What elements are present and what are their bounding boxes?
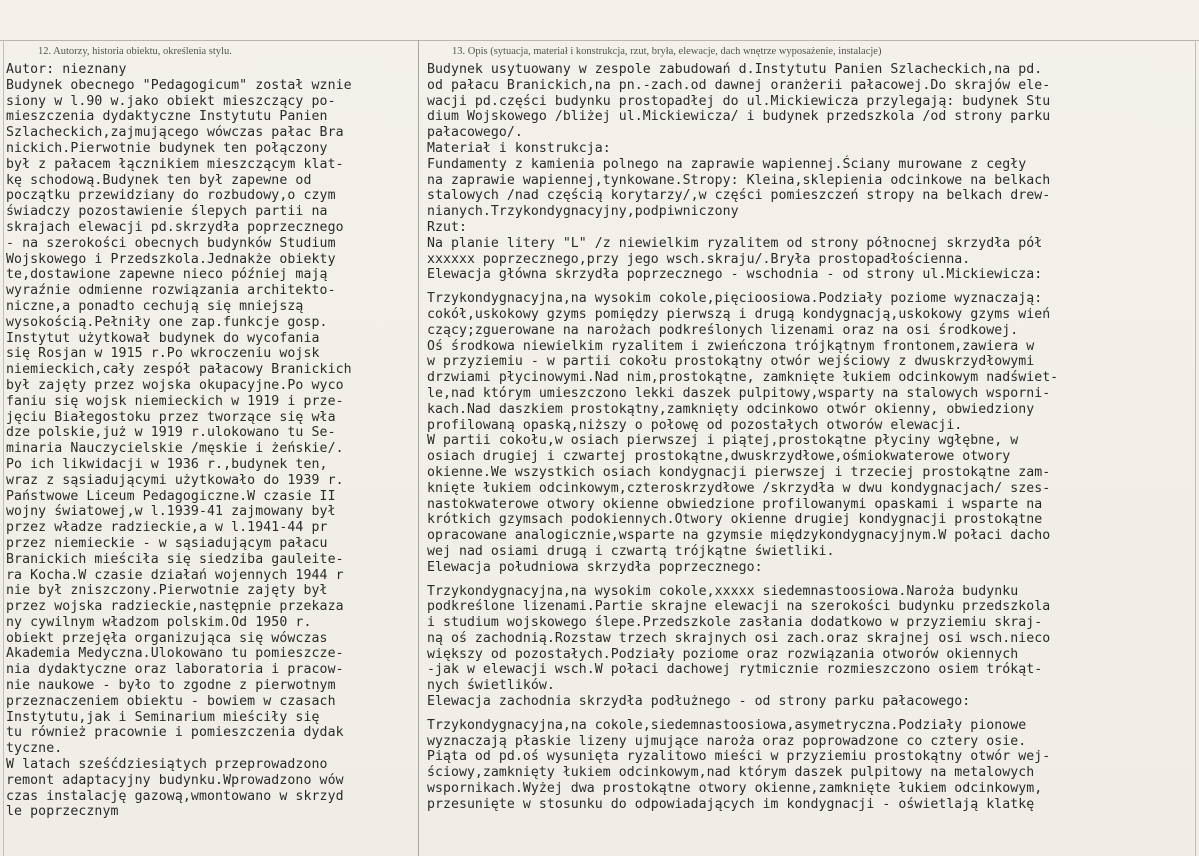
column-divider: [418, 40, 419, 856]
text-line: osiach drugiej i czwartej prostokątne,dwuskrzydłowe,ośmiokwaterowe otwory: [427, 449, 1011, 465]
text-line: siony w l.90 w.jako obiekt mieszczący po-: [6, 93, 336, 109]
text-line: stalowych /nad częścią korytarzy/,w części pomieszczeń stropy na belkach drew-: [427, 188, 1051, 204]
section-13-heading: 13. Opis (sytuacja, materiał i konstrukcja, rzut, bryła, elewacje, dach wnętrze wyposażenie, instalacje): [452, 46, 882, 57]
text-line: knięte łukiem odcinkowym,czteroskrzydłowe /skrzydła w dwu kondygnacjach/ szes-: [427, 480, 1051, 496]
text-line: Szlacheckich,zajmującego wówczas pałac Bra: [6, 125, 344, 141]
text-line: na zaprawie wapiennej,tynkowane.Stropy: Kleina,sklepienia odcinkowe na belkach: [427, 172, 1051, 188]
text-line: przeznaczeniem obiektu - bowiem w czasach: [6, 693, 336, 709]
text-line: W latach sześćdziesiątych przeprowadzono: [6, 757, 328, 773]
paragraph-gap: [427, 576, 1195, 584]
text-line: - na szerokości obecnych budynków Studium: [6, 235, 336, 251]
text-line: Autor: nieznany: [6, 62, 127, 77]
text-line: pałacowego/.: [427, 125, 523, 141]
section-12-heading: 12. Autorzy, historia obiektu, określenia stylu.: [38, 46, 232, 57]
text-line: nych świetlików.: [427, 678, 555, 694]
text-line: ną oś zachodnią.Rozstaw trzech skrajnych osi zach.oraz skrajnej osi wsch.nieco: [427, 630, 1051, 646]
text-line: wraz z sąsiadującymi użytkowało do 1939 r.: [6, 472, 344, 488]
text-line: -jak w elewacji wsch.W połaci dachowej rytmicznie rozmieszczono osiem trókąt-: [427, 662, 1043, 678]
top-rule: [0, 40, 1199, 41]
text-line: wspornikach.Wyżej dwa prostokątne otwory okienne,zamknięte łukiem odcinkowym,: [427, 781, 1043, 797]
text-line: czący;zguerowane na narożach podkreślonych lizenami oraz na osi środkowej.: [427, 322, 1019, 338]
text-line: przesunięte w stosunku do odpowiadających im kondygnacji - oświetlają klatkę: [427, 796, 1035, 812]
text-line: remont adaptacyjny budynku.Wprowadzono wów: [6, 772, 344, 788]
text-line: obiekt przejęła organizująca się wówczas: [6, 630, 328, 646]
paragraph-gap: [427, 283, 1195, 291]
text-line: początku przewidziany do rozbudowy,o czym: [6, 188, 336, 204]
text-line: wojny światowej,w l.1939-41 zajmowany był: [6, 504, 336, 520]
text-line: wyznaczają płaskie lizeny ujmujące naroża oraz poprowadzone co cztery osie.: [427, 733, 1027, 749]
text-line: nickich.Pierwotnie budynek ten połączony: [6, 140, 328, 156]
text-line: drzwiami płycinowymi.Nad nim,prostokątne, zamknięte łukiem odcinkowym nadświet-: [427, 370, 1059, 386]
text-line: niemieckich,cały zespół pałacowy Branickich: [6, 362, 352, 378]
text-line: ny cywilnym władzom polskim.Od 1950 r.: [6, 614, 312, 630]
text-line: przez niemieckie - w sąsiadującym pałacu: [6, 535, 328, 551]
text-line: opracowane analogicznie,wsparte na gzymsie międzykondygnacyjnym.W połaci dacho: [427, 528, 1051, 544]
text-line: dze polskie,już w 1919 r.ulokowano tu Se-: [6, 425, 336, 441]
text-line: i studium wojskowego ślepe.Przedszkole zasłania dodatkowo w przyziemiu skraj-: [427, 615, 1043, 631]
text-line: le,nad którym umieszczono lekki daszek pulpitowy,wsparty na stalowych wsporni-: [427, 385, 1051, 401]
text-line: Budynek usytuowany w zespole zabudowań d.Instytutu Panien Szlacheckich,na pd.: [427, 62, 1043, 77]
text-line: nia dydaktyczne oraz laboratoria i pracow-: [6, 662, 344, 678]
text-line: tu również pracownie i pomieszczenia dydak: [6, 725, 344, 741]
text-line: profilowaną opaską,niższy o połowę od pozostałych otworów elewacji.: [427, 417, 963, 433]
text-line: xxxxxx poprzecznego,przy jego wsch.skraju/.Bryła prostopadłościenna.: [427, 251, 971, 267]
text-line: Instytutu,jak i Seminarium mieściły się: [6, 709, 320, 725]
text-line: minaria Nauczycielskie /męskie i żeńskie/.: [6, 441, 344, 457]
text-line: Branickich mieściła się siedziba gauleite-: [6, 551, 344, 567]
description-column: [427, 62, 1195, 852]
text-line: się Rosjan w 1915 r.Po wkroczeniu wojsk: [6, 346, 320, 362]
left-border: [3, 40, 4, 856]
text-line: Wojskowego i Przedszkola.Jednakże obiekty: [6, 251, 336, 267]
text-line: Trzykondygnacyjna,na cokole,siedemnastoosiowa,asymetryczna.Podziały pionowe: [427, 717, 1027, 733]
text-line: cokół,uskokowy gzyms pomiędzy pierwszą i drugą kondygnacją,uskokowy gzyms wień: [427, 306, 1051, 322]
text-line: Elewacja zachodnia skrzydła podłużnego - od strony parku pałacowego:: [427, 694, 971, 710]
text-line: jęciu Białegostoku przez tworzące się wła: [6, 409, 336, 425]
text-line: skrajach elewacji pd.skrzydła poprzecznego: [6, 219, 344, 235]
text-line: większy od pozostałych.Podziały poziome oraz rozwiązania otworów okiennych: [427, 646, 1019, 662]
text-line: dium Wojskowego /bliżej ul.Mickiewicza/ i budynek przedszkola /od strony parku: [427, 109, 1051, 125]
text-line: Oś środkowa niewielkim ryzalitem i zwieńczona trójkątnym frontonem,zawiera w: [427, 338, 1035, 354]
text-line: faniu się wojsk niemieckich w 1919 i prze-: [6, 393, 344, 409]
text-line: nastokwaterowe otwory okienne obwiedzione profilowanymi opaskami i wsparte na: [427, 496, 1043, 512]
text-line: Budynek obecnego "Pedagogicum" został wznie: [6, 77, 352, 93]
text-line: tyczne.: [6, 741, 63, 757]
text-line: okienne.We wszystkich osiach kondygnacji pierwszej i trzeciej prostokątne zam-: [427, 464, 1051, 480]
text-line: wyraźnie odmienne rozwiązania architekto-: [6, 283, 336, 299]
text-line: Państwowe Liceum Pedagogiczne.W czasie II: [6, 488, 336, 504]
paragraph-gap: [427, 710, 1195, 718]
text-line: był z pałacem łącznikiem mieszczącym klat-: [6, 156, 344, 172]
text-line: nie naukowe - było to zgodne z pierwotnym: [6, 678, 336, 694]
text-line: te,dostawione zapewne nieco później mają: [6, 267, 328, 283]
text-line: podkreślone lizenami.Partie skrajne elewacji na szerokości budynku przedszkola: [427, 599, 1051, 615]
text-line: nie był zniszczony.Pierwotnie zajęty był: [6, 583, 328, 599]
text-line: Elewacja południowa skrzydła poprzecznego:: [427, 559, 763, 575]
text-line: Piąta od pd.oś wysunięta ryzalitowo mieści w przyziemiu prostokątny otwór wej-: [427, 749, 1051, 765]
text-line: czas instalację gazową,wmontowano w skrzyd: [6, 788, 344, 804]
text-line: Trzykondygnacyjna,na wysokim cokole,pięcioosiowa.Podziały poziome wyznaczają:: [427, 291, 1043, 307]
text-line: był zajęty przez wojska okupacyjne.Po wyco: [6, 377, 344, 393]
text-line: niczne,a ponadto cechują się mniejszą: [6, 298, 304, 314]
text-line: Po ich likwidacji w 1936 r.,budynek ten,: [6, 456, 328, 472]
text-line: od pałacu Branickich,na pn.-zach.od dawnej oranżerii pałacowej.Do skrajów ele-: [427, 77, 1051, 93]
text-line: Materiał i konstrukcja:: [427, 140, 611, 156]
text-line: Akademia Medyczna.Ulokowano tu pomieszcze-: [6, 646, 344, 662]
text-line: kach.Nad daszkiem prostokątny,zamknięty odcinkowo otwór okienny, obwiedziony: [427, 401, 1035, 417]
text-line: wacji pd.części budynku prostopadłej do ul.Mickiewicza przylegają: budynek Stu: [427, 93, 1051, 109]
right-border: [1195, 40, 1196, 856]
text-line: świadczy pozostawienie ślepych partii na: [6, 204, 328, 220]
text-line: ściowy,zamknięty łukiem odcinkowym,nad którym daszek pulpitowy na metalowych: [427, 765, 1035, 781]
text-line: Na planie litery "L" /z niewielkim ryzalitem od strony północnej skrzydła pół: [427, 235, 1043, 251]
text-line: wej nad osiami drugą i czwartą trójkątne świetliki.: [427, 543, 835, 559]
text-line: wysokością.Pełniły one zap.funkcje gosp.: [6, 314, 328, 330]
text-line: krótkich gzymsach podokiennych.Otwory okienne drugiej kondygnacji prostokątne: [427, 512, 1043, 528]
text-line: kę schodową.Budynek ten był zapewne od: [6, 172, 312, 188]
text-line: le poprzecznym: [6, 804, 119, 820]
text-line: W partii cokołu,w osiach pierwszej i piątej,prostokątne płyciny wgłębne, w: [427, 433, 1019, 449]
text-line: Trzykondygnacyjna,na wysokim cokole,xxxxx siedemnastoosiowa.Naroża budynku: [427, 583, 1019, 599]
text-line: mieszczenia dydaktyczne Instytutu Panien: [6, 109, 328, 125]
text-line: Elewacja główna skrzydła poprzecznego - wschodnia - od strony ul.Mickiewicza:: [427, 267, 1043, 283]
text-line: ra Kocha.W czasie działań wojennych 1944 r: [6, 567, 344, 583]
text-line: w przyziemiu - w partii cokołu prostokątny otwór wejściowy z dwuskrzydłowymi: [427, 354, 1035, 370]
text-line: przez władze radzieckie,a w l.1941-44 pr: [6, 520, 328, 536]
text-line: Fundamenty z kamienia polnego na zaprawie wapiennej.Ściany murowane z cegły: [427, 156, 1027, 172]
text-line: Instytut użytkował budynek do wycofania: [6, 330, 320, 346]
history-column: [6, 62, 417, 852]
text-line: Rzut:: [427, 219, 467, 235]
text-line: przez wojska radzieckie,następnie przekaza: [6, 599, 344, 615]
text-line: nianych.Trzykondygnacyjny,podpiwniczony: [427, 204, 739, 220]
